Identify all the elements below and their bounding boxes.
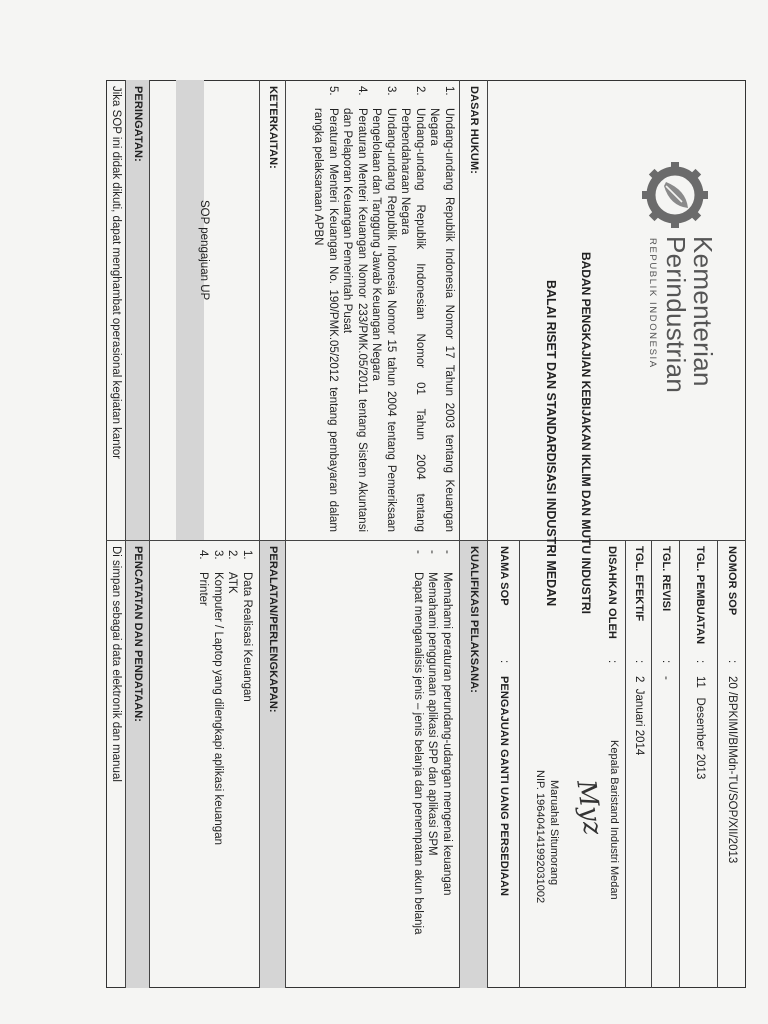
list-item: - Dapat menganalisis jenis – jenis belanja dan penempatan akun belanja: [412, 550, 424, 935]
rule: [459, 540, 460, 988]
approver-title: Kepala Baristand Industri Medan: [608, 740, 620, 900]
tgl-revisi-label: TGL. REVISI: [660, 546, 672, 612]
nomor-sop-sep: :: [726, 660, 738, 664]
tgl-pembuatan-sep: :: [694, 660, 706, 664]
peringatan-title: PERINGATAN:: [132, 86, 144, 162]
rule: [149, 540, 150, 988]
list-item: 2. Undang-undang Republik Indonesian Nomor 01 Tahun 2004 tentang Perbendaharaan Negara: [399, 86, 426, 532]
list-item: 3. Komputer / Laptop yang dilengkapi aplikasi keuangan: [212, 550, 224, 845]
keterkaitan-text: SOP pengajuan UP: [198, 200, 210, 301]
nama-sop-sep: :: [498, 660, 510, 664]
tgl-efektif-label: TGL. EFEKTIF: [633, 546, 645, 622]
kualifikasi-title: KUALIFIKASI PELAKSANA:: [468, 546, 480, 694]
pencatatan-text: Di simpan sebagai data elektronik dan manual: [110, 546, 122, 782]
tgl-revisi-value: -: [660, 676, 672, 680]
tgl-revisi-sep: :: [660, 660, 672, 664]
tgl-pembuatan-label: TGL. PEMBUATAN: [694, 546, 706, 645]
disahkan-oleh-sep: :: [606, 660, 618, 664]
column-divider: [106, 540, 746, 541]
ministry-logo: [637, 160, 710, 230]
rule: [259, 540, 260, 988]
peralatan-title: PERALATAN/PERLENGKAPAN:: [267, 546, 279, 713]
list-item: 4. Peraturan Menteri Keuangan Nomor 233/PMK.05/2011 tentang Sistem Akuntansi dan Pelaporan Keuangan Pemerintah Pusat: [341, 86, 368, 532]
kualifikasi-list: [411, 550, 455, 982]
rule: [519, 540, 520, 988]
list-item: 1. Undang-undang Republik Indonesia Nomor 17 Tahun 2003 tentang Keuangan Negara: [428, 86, 455, 532]
peralatan-list: [196, 550, 254, 982]
peringatan-text: Jika SOP ini didak dikuti, dapat menghambat operasional kegiatan kantor: [110, 86, 122, 460]
rule: [651, 540, 652, 988]
rule: [285, 80, 286, 540]
rule: [487, 80, 488, 540]
rule: [285, 540, 286, 988]
disahkan-oleh-label: DISAHKAN OLEH: [606, 546, 618, 639]
agency-line-2: BALAI RISET DAN STANDARDISASI INDUSTRI MEDAN: [544, 280, 558, 607]
nama-sop-label: NAMA SOP: [498, 546, 510, 606]
logo-text-line1: Kementerian: [688, 236, 718, 387]
list-item: - Memahami peraturan perundang-udangan mengenai keuangan: [441, 550, 453, 896]
rule: [717, 540, 718, 988]
logo-subtitle: REPUBLIK INDONESIA: [647, 238, 658, 369]
approver-name: Maruahal Situmorang: [548, 780, 560, 886]
sop-document: [106, 80, 746, 988]
list-item: 5. Peraturan Menteri Keuangan No. 190/PMK.05/2012 tentang pembayaran dalam rangka pelaksanaan APBN: [312, 86, 339, 532]
rule: [125, 540, 126, 988]
tgl-pembuatan-value: 11 Desember 2013: [694, 676, 706, 780]
dasar-hukum-title: DASAR HUKUM:: [468, 86, 480, 174]
agency-line-1: BADAN PENGKAJIAN KEBIJAKAN IKLIM DAN MUTU INDUSTRI: [579, 252, 593, 615]
tgl-efektif-value: 2 Januari 2014: [633, 676, 645, 756]
nomor-sop-value: 20 /BPKIMI/BIMdn-TU/SOP/XII/2013: [726, 676, 738, 864]
rule: [149, 80, 150, 540]
list-item: 3. Undang-undang Republik Indonesia Nomor 15 tahun 2004 tentang Pemeriksaan Pengelolaan dan Tanggung Jawab Keuangan Negara: [370, 86, 397, 532]
logo-text-line2: Perindustrian: [661, 236, 691, 394]
list-item: 2. ATK: [226, 550, 239, 594]
keterkaitan-title: KETERKAITAN:: [267, 86, 279, 169]
approver-signature: Myz: [570, 778, 608, 837]
rule: [487, 540, 488, 988]
approver-nip: NIP. 196404141992031002: [534, 770, 546, 904]
pencatatan-title: PENCATATAN DAN PENDATAAN:: [132, 546, 144, 723]
tgl-efektif-sep: :: [633, 660, 645, 664]
rule: [259, 80, 260, 540]
list-item: - Memahami penggunaan aplikasi SPP dan aplikasi SPM: [426, 550, 439, 856]
list-item: 1. Data Realisasi Keuangan: [241, 550, 253, 702]
dasar-hukum-header-bg: [176, 80, 204, 540]
rule: [459, 80, 460, 540]
rule: [625, 540, 626, 988]
dasar-hukum-list: [311, 86, 456, 532]
list-item: 4. Printer: [197, 550, 210, 606]
rule: [679, 540, 680, 988]
rule: [125, 80, 126, 540]
nama-sop-value: PENGAJUAN GANTI UANG PERSEDIAAN: [498, 676, 510, 897]
gear-leaf-logo-icon: [640, 160, 710, 230]
nomor-sop-label: NOMOR SOP: [726, 546, 738, 616]
